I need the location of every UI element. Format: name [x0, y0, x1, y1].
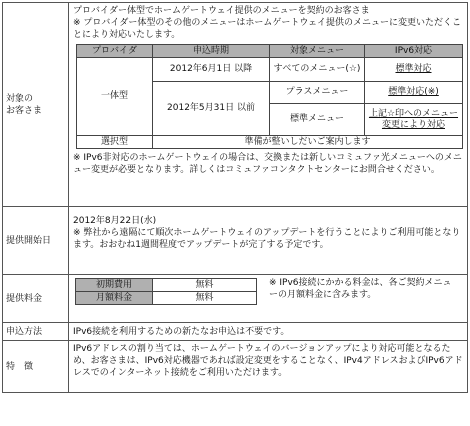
start-date: 2012年8月22日(水): [73, 216, 157, 226]
feature-text: IPv6アドレスの割り当ては、ホームゲートウェイのバージョンアップにより対応可能となるため、お客さまは、IPv6対応機器であれば設定変更をすることなく、IPv4アドレスおよびIPv6アドレスでのインターネット接続をご利用いただけます。: [69, 341, 468, 393]
target-label-line1: 対象の: [6, 93, 34, 104]
target-label-line2: お客さま: [6, 105, 43, 116]
start-label: 提供開始日: [3, 207, 69, 275]
provider-select: 選択型: [77, 136, 153, 149]
target-note: ※ IPv6非対応のホームゲートウェイの場合は、交換または新しいコミュファ光メニューへのメニュー変更が必要となります。詳しくはコミュファコンタクトセンターにお問合せください。: [73, 153, 462, 175]
menu-all: すべてのメニュー(☆): [270, 58, 365, 82]
target-intro: プロバイダー体型でホームゲートウェイ提供のメニューを契約のお客さま: [73, 6, 370, 16]
header-ipv6: IPv6対応: [365, 45, 463, 58]
support-upper: 上記☆印へのメニュー変更により対応: [365, 104, 463, 136]
header-provider: プロバイダ: [77, 45, 153, 58]
support-standard: 標準対応: [365, 58, 463, 82]
fee-label: 提供料金: [3, 275, 69, 323]
apply-text: IPv6接続を利用するための新たなお申込は不要です。: [69, 323, 468, 341]
provider-integrated: 一体型: [77, 58, 153, 136]
feature-label: 特 徴: [3, 341, 69, 393]
menu-standard: 標準メニュー: [270, 104, 365, 136]
fee-table: [75, 278, 257, 305]
support-standard-mark: 標準対応(※): [365, 82, 463, 104]
header-period: 申込時期: [153, 45, 270, 58]
apply-label: 申込方法: [3, 323, 69, 341]
target-content: [69, 3, 468, 207]
target-label: [3, 3, 69, 207]
period-before: 2012年5月31日 以前: [153, 82, 270, 136]
start-content: [69, 207, 468, 275]
fee-content: [69, 275, 468, 323]
target-menu-table: [76, 44, 463, 149]
select-note: 準備が整いしだいご案内します: [153, 136, 463, 149]
fee-initial-label: 初期費用: [76, 279, 153, 292]
start-note: ※ 弊社から遠隔にて順次ホームゲートウェイのアップデートを行うことによりご利用可能となります。おおむね1週間程度でアップデートが完了する予定です。: [73, 228, 461, 250]
fee-note: ※ IPv6接続にかかる料金は、各ご契約メニューの月額料金に含みます。: [269, 278, 452, 300]
fee-initial-value: 無料: [153, 279, 257, 292]
target-intro-note: ※ プロバイダー体型のその他のメニューはホームゲートウェイ提供のメニューに変更いただくことにより対応いたします。: [73, 18, 462, 40]
fee-monthly-label: 月額料金: [76, 292, 153, 305]
header-menu: 対象メニュー: [270, 45, 365, 58]
menu-plus: プラスメニュー: [270, 82, 365, 104]
period-after: 2012年6月1日 以降: [153, 58, 270, 82]
service-info-table: [2, 2, 468, 393]
fee-monthly-value: 無料: [153, 292, 257, 305]
